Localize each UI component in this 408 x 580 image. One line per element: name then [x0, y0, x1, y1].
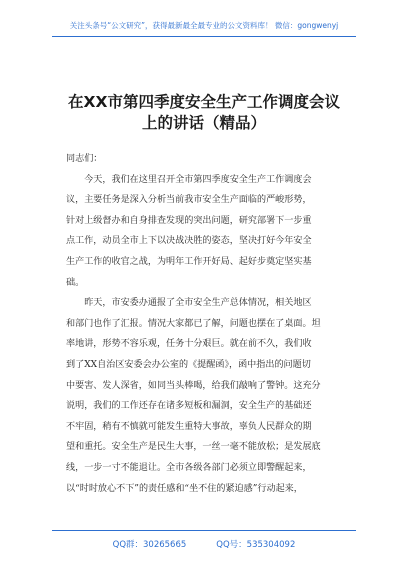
document-body — [66, 149, 350, 499]
header-divider — [52, 36, 356, 37]
footer-divider — [52, 530, 356, 531]
body-text-line: 点工作，动员全市上下以决战决胜的姿态，坚决打好今年安全 — [66, 236, 312, 247]
body-text-line: 础。 — [66, 277, 85, 288]
body-text-line: 同志们： — [66, 154, 103, 164]
body-text-line: 中要害、发人深省，如同当头棒喝，给我们敲响了警钟。这充分 — [66, 380, 321, 391]
body-text-line: 望和重托。安全生产是民生大事，一丝一毫不能放松；是发展底 — [66, 442, 321, 453]
body-text-line: 和部门也作了汇报。情况大家都已了解，问题也摆在了桌面。坦 — [66, 318, 321, 329]
body-text-line: 到了XX自治区安委会办公室的《提醒函》，函中指出的问题切 — [66, 359, 311, 370]
body-text-line: 不牢固，稍有不慎就可能发生重特大事故，辜负人民群众的期 — [66, 421, 312, 432]
footer-qq-group: QQ群：30265665 — [112, 540, 187, 550]
body-text-line: 今天，我们在这里召开全市第四季度安全生产工作调度会 — [66, 174, 312, 185]
page-footer — [0, 538, 408, 550]
title-line: 在XX市第四季度安全生产工作调度会议 — [68, 93, 340, 111]
footer-qq-number: QQ号：535304092 — [216, 540, 296, 550]
body-text-line: 针对上级督办和自身排查发现的突出问题，研究部署下一步重 — [66, 215, 312, 226]
page-header-note: 关注头条号“公文研究”，获得最新最全最专业的公文资料库！ 微信：gongwenyj — [69, 21, 339, 30]
body-text-line: 率地讲，形势不容乐观，任务十分艰巨。就在前不久，我们收 — [66, 339, 312, 350]
document-title — [0, 92, 408, 134]
body-text-line: 以“时时放心不下”的责任感和“坐不住的紧迫感”行动起来， — [66, 483, 303, 494]
body-text-line: 线，一步一寸不能退让。全市各级各部门必须立即警醒起来， — [66, 462, 312, 473]
body-text-line: 昨天，市安委办通报了全市安全生产总体情况，相关地区 — [66, 298, 312, 309]
body-text-line: 说明，我们的工作还存在诸多短板和漏洞，安全生产的基础还 — [66, 401, 312, 412]
body-text-line: 生产工作的收官之战，为明年工作开好局、起好步奠定坚实基 — [66, 256, 312, 267]
body-text-line: 议，主要任务是深入分析当前我市安全生产面临的严峻形势， — [66, 195, 312, 206]
title-line: 上的讲话（精品） — [141, 114, 266, 132]
